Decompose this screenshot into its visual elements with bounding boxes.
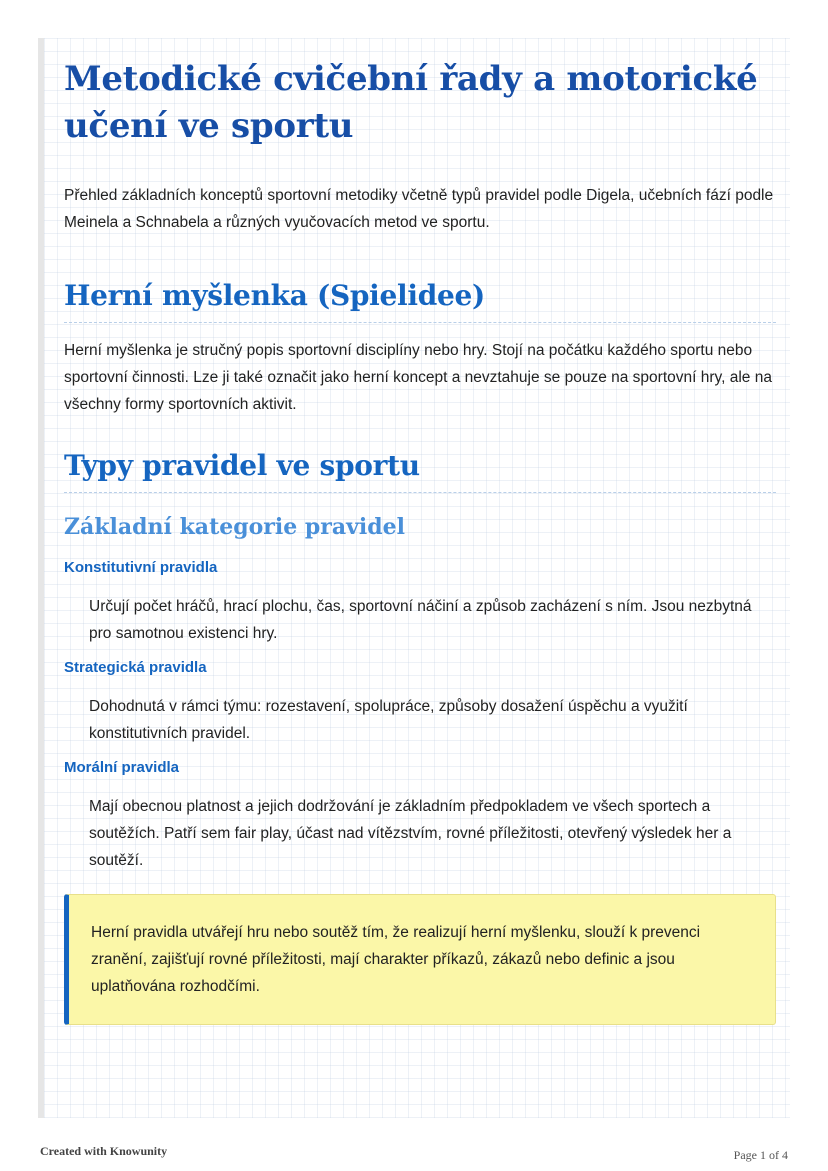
rule-category-title: Strategická pravidla [64,659,207,676]
document-intro: Přehled základních konceptů sportovní metodiky včetně typů pravidel podle Digela, učebních fází podle Meinela a Schnabela a různých vyučovacích metod ve sportu. [64,187,774,231]
highlight-note-box [64,894,776,1025]
rule-category-text: Dohodnutá v rámci týmu: rozestavení, spolupráce, způsoby dosažení úspěchu a využití konstitutivních pravidel. [89,698,688,742]
game-idea-paragraph: Herní myšlenka je stručný popis sportovní disciplíny nebo hry. Stojí na počátku každého sportu nebo sportovní činnosti. Lze ji také označit jako herní koncept a nevztahuje se pouze na sportovní hry, ale na všechny formy sportovních aktivit. [64,342,772,413]
section-heading-rule-types: Typy pravidel ve sportu [64,446,776,493]
highlight-note-text: Herní pravidla utvářejí hru nebo soutěž tím, že realizují herní myšlenku, slouží k prevenci zranění, zajišťují rovné příležitosti, mají charakter příkazů, zákazů nebo definic a jsou uplatňována rozhodčími. [91,924,701,995]
footer-page-number: Page 1 of 4 [733,1148,788,1162]
subheading-basic-categories: Základní kategorie pravidel [64,514,405,540]
rule-category-text: Určují počet hráčů, hrací plochu, čas, sportovní náčiní a způsob zacházení s ním. Jsou nezbytná pro samotnou existenci hry. [89,598,752,642]
rule-category-text: Mají obecnou platnost a jejich dodržování je základním předpokladem ve všech sportech a soutěžích. Patří sem fair play, účast nad vítězstvím, rovné příležitosti, otevřený výsledek her a soutěží. [89,798,732,869]
rule-category-title: Morální pravidla [64,759,180,776]
document-title: Metodické cvičební řady a motorické učení ve sportu [64,59,758,146]
document-page [38,38,790,1118]
footer-brand: Created with Knowunity [40,1144,168,1158]
section-heading-game-idea: Herní myšlenka (Spielidee) [64,276,776,323]
document-content [64,56,776,1025]
rule-category-title: Konstitutivní pravidla [64,559,218,576]
